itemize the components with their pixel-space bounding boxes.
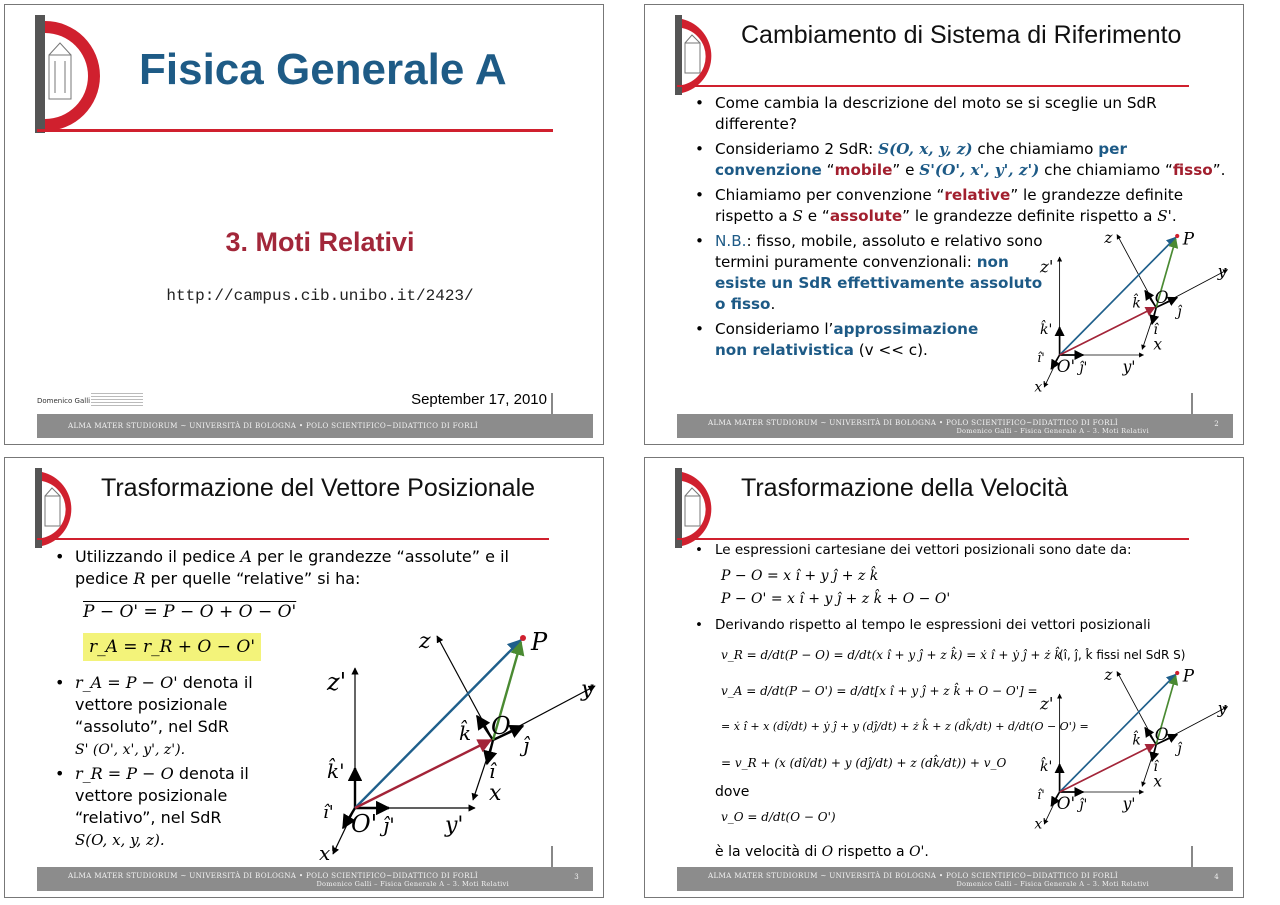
label-z: z: [419, 629, 431, 654]
bullet-item: • Le espressioni cartesiane dei vettori posizionali sono date da:: [691, 542, 1235, 558]
label-y: y: [1217, 262, 1227, 281]
slide-title: Cambiamento di Sistema di Riferimento: [741, 21, 1182, 49]
bullet-item: • N.B.: fisso, mobile, assoluto e relativo sono termini puramente convenzionali: non esiste un SdR effettivamente assoluto o fisso.: [691, 231, 1045, 315]
university-seal-logo: [35, 468, 91, 548]
title-underline: [677, 538, 1189, 540]
course-url[interactable]: http://campus.cib.unibo.it/2423/: [166, 287, 474, 305]
bullet-item: • Come cambia la descrizione del moto se si sceglie un SdR differente?: [691, 93, 1231, 135]
label-p: P: [1182, 228, 1195, 249]
point-p: [1175, 671, 1179, 675]
label-k-prime: k̂': [327, 759, 345, 783]
label-i: î: [1153, 759, 1158, 775]
label-y-prime: y': [1122, 794, 1136, 813]
bullet-item: • Derivando rispetto al tempo le espressioni dei vettori posizionali: [691, 617, 1235, 633]
slide-1: [4, 4, 604, 445]
footer-institution: ALMA MATER STUDIORUM ~ UNIVERSITÀ DI BOLOGNA • POLO SCIENTIFICO~DIDATTICO DI FORLÌ: [707, 871, 1119, 880]
bullet-intro: • Utilizzando il pedice A per le grandezze “assolute” e il pedice R per quelle “relative” si ha:: [51, 546, 551, 590]
origin-displacement-vector: [1060, 744, 1155, 792]
reference-frames-diagram: [1019, 665, 1227, 835]
footer-institution: ALMA MATER STUDIORUM ~ UNIVERSITÀ DI BOLOGNA • POLO SCIENTIFICO~DIDATTICO DI FORLÌ: [67, 871, 479, 880]
label-i-prime: î': [323, 802, 334, 823]
label-z-prime: z': [1040, 693, 1054, 714]
label-k: k̂: [459, 721, 472, 745]
label-o-prime: O': [1056, 792, 1076, 813]
point-p: [520, 635, 526, 641]
footer-institution: ALMA MATER STUDIORUM ~ UNIVERSITÀ DI BOLOGNA • POLO SCIENTIFICO~DIDATTICO DI FORLÌ: [67, 421, 479, 430]
label-y-prime: y': [1122, 357, 1136, 376]
footer-bar: [677, 414, 1233, 438]
label-o: O: [1154, 724, 1169, 745]
cartesian-equation: P − O = x î + y ĵ + z k̂: [721, 568, 879, 584]
label-j: ĵ: [523, 733, 530, 757]
footer-author: Domenico Galli – Fisica Generale A – 3. Moti Relativi: [316, 880, 509, 888]
footer-author: Domenico Galli – Fisica Generale A – 3. Moti Relativi: [956, 880, 1149, 888]
frames-svg: [297, 628, 594, 865]
label-z: z: [1104, 229, 1113, 247]
footer-bar: [677, 867, 1233, 891]
label-x: x: [489, 781, 502, 806]
university-seal-logo: [675, 15, 731, 95]
label-i: î: [1153, 322, 1158, 338]
bullet-item: • Chiamiamo per convenzione “relative” le grandezze definite rispetto a S e “assolute” le grandezze definite rispetto a S'.: [691, 185, 1231, 227]
presentation-title: Fisica Generale A: [139, 45, 507, 94]
label-k: k̂: [1132, 732, 1141, 749]
reference-frames-diagram: [297, 628, 594, 867]
absolute-velocity-equation: v_A = d/dt(P − O') = d/dt[x î + y ĵ + z k̂ + O − O'] =: [721, 684, 1038, 698]
label-j-prime: ĵ': [1079, 796, 1088, 813]
label-j: ĵ: [1177, 740, 1182, 757]
author-details: [91, 391, 143, 408]
label-o: O: [491, 712, 511, 740]
page-number: 4: [1214, 873, 1219, 881]
slide-2: [644, 4, 1244, 445]
label-i-prime: î': [1037, 350, 1045, 365]
label-y-prime: y': [445, 813, 464, 838]
presentation-date: September 17, 2010: [411, 391, 547, 408]
label-i-prime: î': [1037, 787, 1045, 802]
origin-velocity-description: è la velocità di O rispetto a O'.: [715, 844, 929, 860]
label-p: P: [1182, 665, 1195, 686]
reference-frames-diagram: [1019, 228, 1227, 398]
label-x-prime: x': [1034, 379, 1047, 396]
slide-title: Trasformazione della Velocità: [741, 474, 1069, 502]
label-x: x: [1153, 335, 1163, 354]
label-j-prime: ĵ': [1079, 359, 1088, 376]
label-x-prime: x': [319, 841, 336, 865]
label-i: î: [489, 759, 496, 783]
label-p: P: [531, 628, 548, 656]
label-z: z: [1104, 666, 1113, 684]
velocity-composition: = v_R + (x (dî/dt) + y (dĵ/dt) + z (dk̂/dt)) + v_O: [721, 756, 1007, 770]
bullet-item: • Consideriamo l’approssimazione non relativistica (v << c).: [691, 319, 1015, 361]
bullet-item: • r_R = P − O denota il vettore posizionale “relativo”, nel SdR S(O, x, y, z).: [51, 763, 271, 851]
slide-title: Trasformazione del Vettore Posizionale: [101, 474, 536, 502]
highlighted-equation: r_A = r_R + O − O': [83, 633, 261, 661]
origin-displacement-vector: [355, 740, 491, 808]
frames-svg: [1019, 228, 1227, 396]
university-seal-logo: [35, 15, 117, 133]
relative-velocity-equation: v_R = d/dt(P − O) = d/dt(x î + y ĵ + z k̂) = ẋ î + ẏ ĵ + ż k̂: [721, 648, 1062, 662]
university-seal-logo: [675, 468, 731, 548]
bullet-item: • Consideriamo 2 SdR: S(O, x, y, z) che chiamiamo per convenzione “mobile” e S'(O', x', y', z') che chiamiamo “fisso”.: [691, 139, 1231, 181]
absolute-velocity-expansion: = ẋ î + x (dî/dt) + ẏ ĵ + y (dĵ/dt) + ż k̂ + z (dk̂/dt) + d/dt(O − O') =: [721, 720, 1089, 733]
fixed-axes-note: (î, ĵ, k̂ fissi nel SdR S): [1059, 648, 1186, 662]
label-j-prime: ĵ': [383, 813, 395, 837]
page-number: 2: [1214, 420, 1219, 428]
position-equation: P − O' = P − O + O − O': [83, 602, 297, 622]
point-p: [1175, 234, 1179, 238]
label-k-prime: k̂': [1040, 322, 1053, 338]
label-y: y: [1217, 699, 1227, 718]
page-number: 3: [574, 873, 579, 881]
label-o-prime: O': [1056, 355, 1076, 376]
footer-institution: ALMA MATER STUDIORUM ~ UNIVERSITÀ DI BOLOGNA • POLO SCIENTIFICO~DIDATTICO DI FORLÌ: [707, 418, 1119, 427]
label-k: k̂: [1132, 295, 1141, 312]
bullet-item: • r_A = P − O' denota il vettore posizionale “assoluto”, nel SdR S' (O', x', y', z').: [51, 672, 271, 761]
title-underline: [37, 538, 549, 540]
label-z-prime: z': [1040, 256, 1054, 277]
origin-velocity-equation: v_O = d/dt(O − O'): [721, 810, 836, 824]
label-y: y: [581, 677, 594, 702]
slide-4: [644, 457, 1244, 898]
title-underline: [677, 85, 1189, 87]
label-j: ĵ: [1177, 303, 1182, 320]
label-k-prime: k̂': [1040, 759, 1053, 775]
origin-displacement-vector: [1060, 307, 1155, 355]
bullet-list: [51, 672, 271, 851]
label-x: x: [1153, 772, 1163, 791]
cartesian-equation: P − O' = x î + y ĵ + z k̂ + O − O': [721, 591, 951, 607]
label-x-prime: x': [1034, 816, 1047, 833]
slide-3: [4, 457, 604, 898]
label-o: O: [1154, 287, 1169, 308]
title-underline: [37, 129, 553, 132]
frames-svg: [1019, 665, 1227, 833]
footer-bar: [37, 867, 593, 891]
where-label: dove: [715, 784, 750, 800]
label-z-prime: z': [327, 668, 347, 696]
author-name: Domenico Galli: [37, 397, 91, 405]
footer-author: Domenico Galli – Fisica Generale A – 3. Moti Relativi: [956, 427, 1149, 435]
lecture-subtitle: 3. Moti Relativi: [225, 227, 415, 257]
footer-bar: [37, 414, 593, 438]
label-o-prime: O': [351, 810, 378, 838]
